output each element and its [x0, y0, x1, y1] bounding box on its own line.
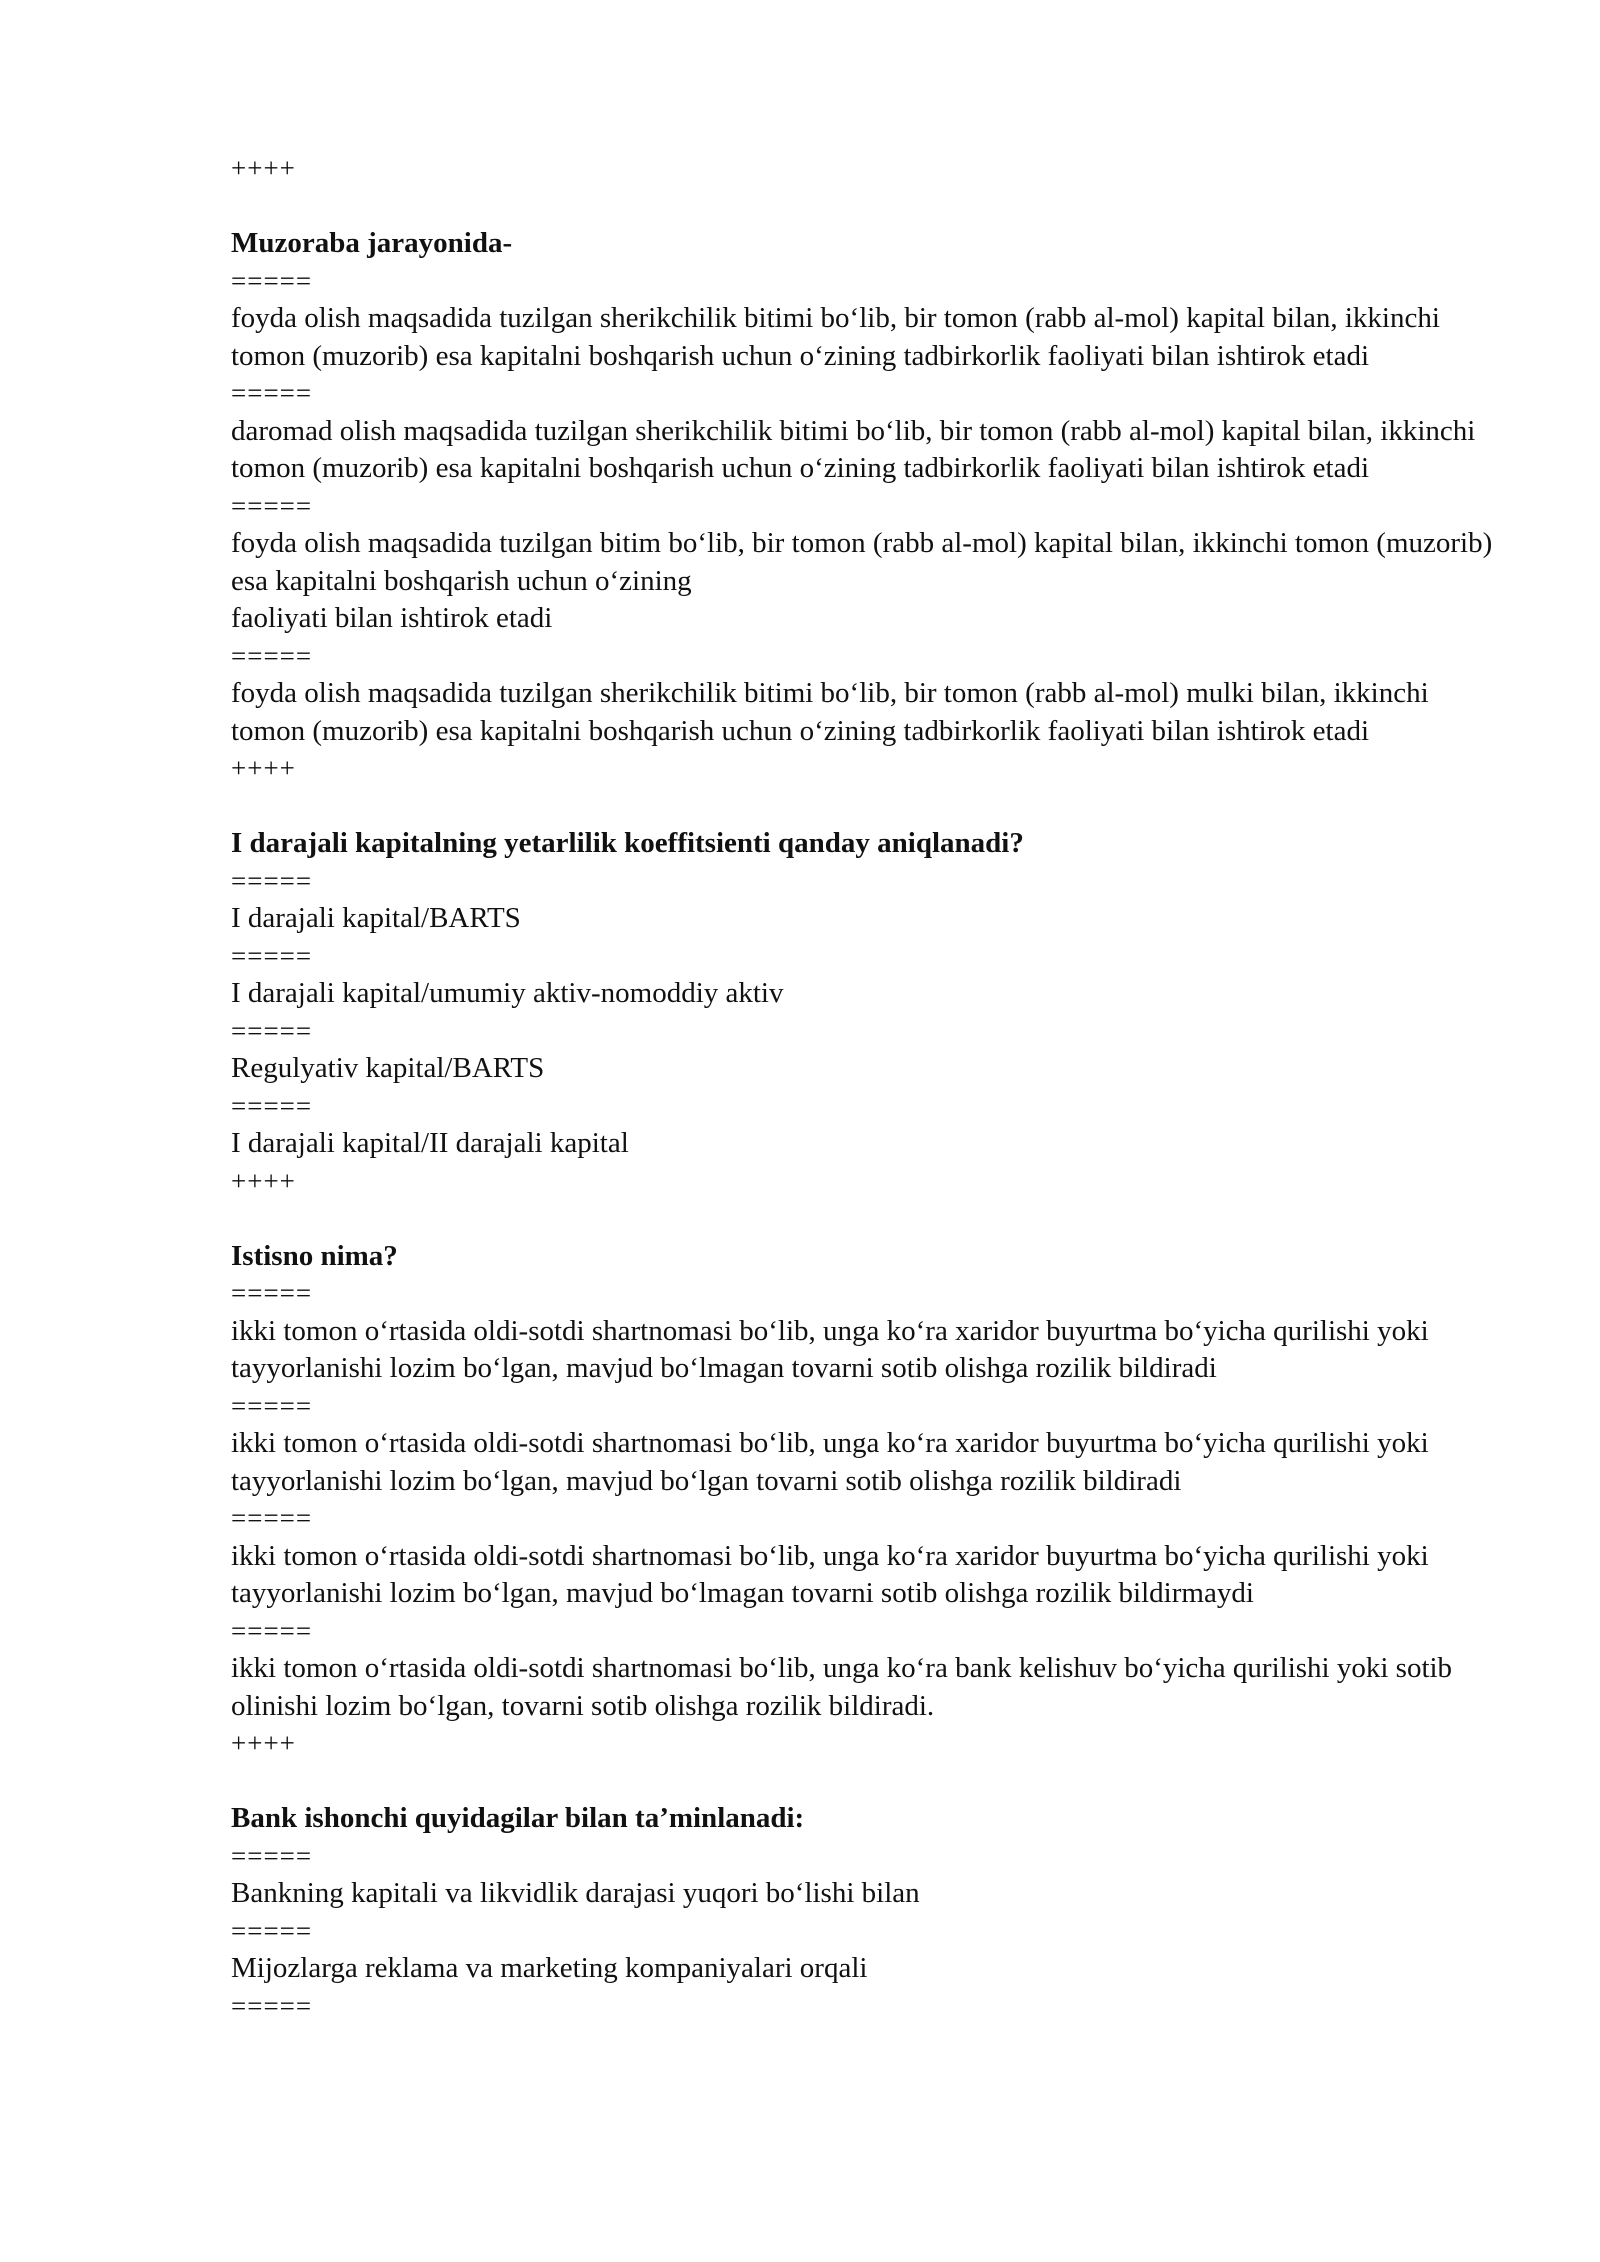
- option-separator: =====: [231, 640, 313, 671]
- answer-option: ikki tomon o‘rtasida oldi-sotdi shartnomasi bo‘lib, unga ko‘ra xaridor buyurtma bo‘yicha qurilishi yoki tayyorlanishi lozim bo‘lgan, mavjud bo‘lgan tovarni sotib olishga rozilik bildiradi: [231, 1427, 1429, 1497]
- question-title: Bank ishonchi quyidagilar bilan ta’minlanadi:: [231, 1802, 805, 1834]
- answer-option: ikki tomon o‘rtasida oldi-sotdi shartnomasi bo‘lib, unga ko‘ra xaridor buyurtma bo‘yicha qurilishi yoki tayyorlanishi lozim bo‘lgan, mavjud bo‘lmagan tovarni sotib olishga rozilik bildirmaydi: [231, 1539, 1429, 1609]
- question-title: I darajali kapitalning yetarlilik koeffitsienti qanday aniqlanadi?: [231, 827, 1024, 859]
- option-separator: =====: [231, 865, 313, 896]
- answer-option: daromad olish maqsadida tuzilgan sherikchilik bitimi bo‘lib, bir tomon (rabb al-mol) kapital bilan, ikkinchi tomon (muzorib) esa kapitalni boshqarish uchun o‘zining tadbirkorlik faoliyati bilan ishtirok etadi: [231, 414, 1476, 484]
- block-separator: ++++: [231, 153, 296, 183]
- answer-option: I darajali kapital/II darajali kapital: [231, 1127, 629, 1159]
- answer-option: foyda olish maqsadida tuzilgan sherikchilik bitimi bo‘lib, bir tomon (rabb al-mol) kapital bilan, ikkinchi tomon (muzorib) esa kapitalni boshqarish uchun o‘zining tadbirkorlik faoliyati bilan ishtirok etadi: [231, 302, 1440, 372]
- option-separator: =====: [231, 265, 313, 296]
- option-separator: =====: [231, 1990, 313, 2021]
- answer-option: I darajali kapital/BARTS: [231, 902, 521, 934]
- answer-option: foyda olish maqsadida tuzilgan sherikchilik bitimi bo‘lib, bir tomon (rabb al-mol) mulki bilan, ikkinchi tomon (muzorib) esa kapitalni boshqarish uchun o‘zining tadbirkorlik faoliyati bilan ishtirok etadi: [231, 677, 1429, 747]
- question-title: Muzoraba jarayonida-: [231, 227, 513, 259]
- answer-option: foyda olish maqsadida tuzilgan bitim bo‘lib, bir tomon (rabb al-mol) kapital bilan, ikkinchi tomon (muzorib) esa kapitalni boshqarish uchun o‘zining faoliyati bilan ishtirok etadi: [231, 527, 1493, 634]
- block-separator: ++++: [231, 1728, 296, 1758]
- option-separator: =====: [231, 1503, 313, 1533]
- answer-option: Bankning kapitali va likvidlik darajasi yuqori bo‘lishi bilan: [231, 1877, 920, 1909]
- answer-option: Regulyativ kapital/BARTS: [231, 1052, 545, 1084]
- option-separator: =====: [231, 1840, 313, 1871]
- answer-option: ikki tomon o‘rtasida oldi-sotdi shartnomasi bo‘lib, unga ko‘ra xaridor buyurtma bo‘yicha qurilishi yoki tayyorlanishi lozim bo‘lgan, mavjud bo‘lmagan tovarni sotib olishga rozilik bildiradi: [231, 1314, 1429, 1384]
- answer-option: ikki tomon o‘rtasida oldi-sotdi shartnomasi bo‘lib, unga ko‘ra bank kelishuv bo‘yicha qurilishi yoki sotib olinishi lozim bo‘lgan, tovarni sotib olishga rozilik bildiradi.: [231, 1652, 1453, 1722]
- question-title: Istisno nima?: [231, 1239, 398, 1272]
- option-separator: =====: [231, 940, 313, 971]
- document-page: [231, 150, 1497, 2025]
- option-separator: =====: [231, 1390, 313, 1421]
- option-separator: =====: [231, 490, 313, 521]
- option-separator: =====: [231, 1090, 313, 1121]
- option-separator: =====: [231, 378, 313, 408]
- answer-option: Mijozlarga reklama va marketing kompaniyalari orqali: [231, 1952, 868, 1984]
- block-separator: ++++: [231, 1165, 296, 1196]
- block-separator: ++++: [231, 753, 296, 783]
- option-separator: =====: [231, 1915, 313, 1946]
- option-separator: =====: [231, 1278, 313, 1308]
- option-separator: =====: [231, 1015, 313, 1046]
- option-separator: =====: [231, 1615, 313, 1646]
- answer-option: I darajali kapital/umumiy aktiv-nomoddiy aktiv: [231, 977, 784, 1009]
